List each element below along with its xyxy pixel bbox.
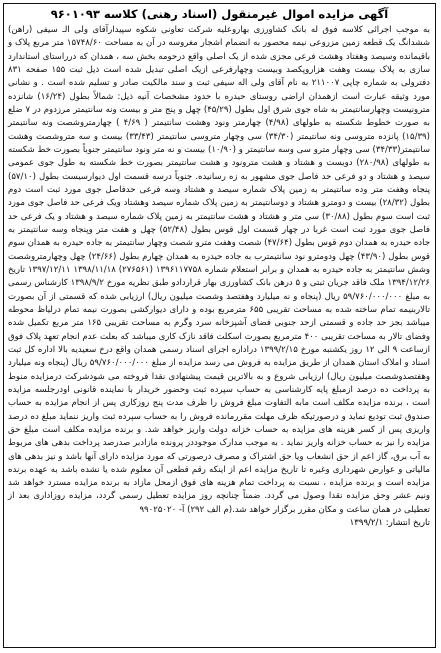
publication-date-label: تاریخ انتشار: <box>385 518 430 529</box>
auction-notice <box>3 3 436 648</box>
publication-date-value: ۱۳۹۹/۲/۱ <box>349 518 383 529</box>
notice-body <box>4 24 435 517</box>
notice-body-paragraph: به موجب اجرائی کلاسه فوق له بانک کشاورزی بهاروعلیه شرکت تعاونی شکوه سپیدارآقای ولی الـ سیفی (راهن) ششدانگ یک قطعه زمین مزروعی نیمه محصور به انضمام اشجار مغروسه در آن به مساحت ۱۵۷۴۸/۶۰ متر مربع پلاک و باقیمانده وسیصد وهفتاد وهشت فرعی مجزی شده از یک اصلی واقع درحومه بخش سه ، همدان که درراستای استاندارد سازی به پلاک بیست وهفت هزاروپکصد وبیست وچهارفرعی ازیک اصلی تبدیل شده است ذیل ثبت ۱۵۵ صفحه ۸۳۱ دفترولی به شماره چاپی ۲۱۱۰۰۷ به نام آقای ولی اله سیفی ثبت و سند مالکیت صادر و تسلیم شده است . و نشانی مورد وثیقه عبارت است ازهمدان اراضی روستای حیدره با حدود مشخصات آنیه ذیل: شمالاً بطول (۱۶/۲۴) شانزده مترونیست وچهارسانتیمتر به شاه جوی شرق اول بطول (۴۵/۲۹) چهل و پنج متر و بیست ونه سانتیمتر مرزدوم در ۷ ضلع به صورت خطوط شکسته به طولهای (۴/۹۸) چهارمتر ونود وهشت سانتیمتر ( ۴/۶۹ ) چهارمتروشصت ونه سانتیمتر (۱۵/۳۹) پانزده متروسی ونه سانتیمتر (۳۴/۳۰) سی وچهار متروسی سانتیمتر (۳۳/۴۳) بیست و سه متروشصت وهشت سانتیمتر(۳۴/۳۳) سی وچهار مترو سی وسه سانتیمتر و (۱۰/۹۰) بیست و نه متر ونود سانتیمتر جنوباً بصورت خط شکسته به طولهای (۲۸۰/۹۸) دویست و هشتاد و هشت مترونود و هشت سانتیمتر بصورت خط شکسته به طول جوی عمومی سیصد و هشتاد و دو فرعی حد فاصل جوی مشهور به زه رسانیده. جنوباً درسه قسمت اول دیوارسیست بطول (۵۷/۱۰) پنجاه وهفت متر وده سانتیمتر به زمین پلاک شماره سیصد و هشتاد وسه فرعی حدفاصل جوی مورد ثبت است دوم بطول (۲۸/۳۲) بیست و دومترو هشتاد و دوسانتیمتر به زمین پلاک شماره سیصد وهشتاد ویک فرعی حد فاصل جوی مورد ثبت است سوم بطول (۳۰/۸۸) سی متر و هشتاد و هشت سانتیمتر به زمین پلاک شماره سیصد و هشتاد و یک فرعی حد فاصل جوی مورد ثبت است غربا در چهار قسمت اول قوس بطول (۵۲/۴۸) چهل و هفت متر وپنجاه وسه سانتیمتر به جاده حیدره به همدان دوم قوس بطول (۴۷/۶۴) شصت وهفت مترو شصت وچهار سانتیمتر به جاده حیدره به همدان سوم قوس بطول (۴۳/۹۰) چهل ودومترو نود سانتیمترب به جاده حیدره به همدان چهارم بطول (۲۴/۶۶) چهل وچهارمتروشصت وشش سانتیمتر به جاده حیدره به همدان و برابر استعلام شماره ۱۳۹۶۱۱۷۷۵۸ (۲۷۶۵۶۱) ۱۳۹۸/۱۱/۱۸ ۱۳۹۷/۱۲/۱۱ تاریخ ۱۳۹۴/۱۲/۲۶ ملک فاقد جریان ثبتی و ۵ درهن بانک کشاورزی بهار قراردادو طبق نظریه مورخ ۱۳۹۸/۹/۲ کارشناس رسمی به مبلغ ۵۹/۷۶۰/۰۰۰/۰۰۰ ریال (پنجاه و نه میلیارد وهفتصد وشصت میلیون ریال) ارزیابی شده که قسمتی از آن بصورت تالاربنیمه تمام ساخته شده به مساحت تقریبی ۶۵۵ مترمربع بوده و دارای دیوارکشی بصورت نیمه تمام درلیاظ محوطه میباشد بجز حد جاده و قسمتی ازحد جنوبی فضای آشپزخانه سرد وگرم به مساحت تقریبی ۱۶۵ متر مربع تکمیل شده وفضای تالار به مساحت تقریبی ۴۰۰ مترمربع بصورت اسکلت فاقد نازک کاری میباشد که بعلت عدم انجام تعهد پلاک فوق ازساعت ۹ الی ۱۲ روز یکشنبه مورخ ۱۳۹۹/۲/۱۵ دراداره اجرای اسناد رسمی همدان واقع درخ سعیدیه بالا اداره کل ثبت اسناد و املاک استان همدان از طریق مزایده به فروش می رسد مزایده از مبلغ ۵۹/۷۶۰/۰۰۰/۰۰۰ ریال (پنجاه ونه میلیارد وهفتصدوشصت میلیون ریال) ارزیابی شروع و به بالاترین قیمت پیشنهادی نقدا فروخته می شودشرکت درمزایده منوط به پرداخت ده درصد ازمبلغ پایه کارشناسی به حساب سپرده ثبت وحضور خریدار با نماینده قانونی اودرجلسه مزایده است ، برنده مزایده مکلف است مابه التفاوت مبلغ فروش را ظرف مدت پنج روزکاری پس از انجام مزایده به حساب صندوق ثبت تودیع نماید و درصورتیکه ظرف مهلت مقررمانده فروش را به حساب سپرده ثبت واریز ننماید مبلغ ده درصد واریزی پس از کسر هزینه های مزایده به حساب خزانه دولت واریز خواهد شد. و برنده مزایده مکلف است مبلغ حق مزایده را نیز به حساب خزانه واریز نماید . به موجب مدارک موجوددر پرونده مازادبر صدرصد پرداخت بدهی های مربوط به آب برق، گاز اعم از حق انشعاب ویا حق اشتراک و مصرف درصورتی که مورد مزایده دارای آنها باشد و نیز بدهی های مالیاتی و عوارض شهرداری وغیره تا تاریخ مزایده اعم از اینکه رقم قطعی آن معلوم شده یا نشده باشد به عهده برنده مزایده است و برنده مزایده ، نسبت به پرداخت تمام هزینه های فوق ازمحل مازاد به برنده مزایده مسترد خواهد شد ونیم عشر وحق مزایده نقدا وصول می گردد. ضمناً چنانچه روز مزایده تعطیل رسمی گردد، مزایده روزاداری بعد از تعطیلی در همان ساعت و مکان مقرر برگزار خواهد شد.(م الف ۲۹۲) آ- ۹۹۰۲۵۰۲۰ <box>8 25 431 515</box>
publication-date <box>4 517 435 530</box>
notice-title: آگهی مزایده اموال غیرمنقول (اسناد رهنی) کلاسه ۹۶۰۱۰۹۳ <box>50 7 389 21</box>
